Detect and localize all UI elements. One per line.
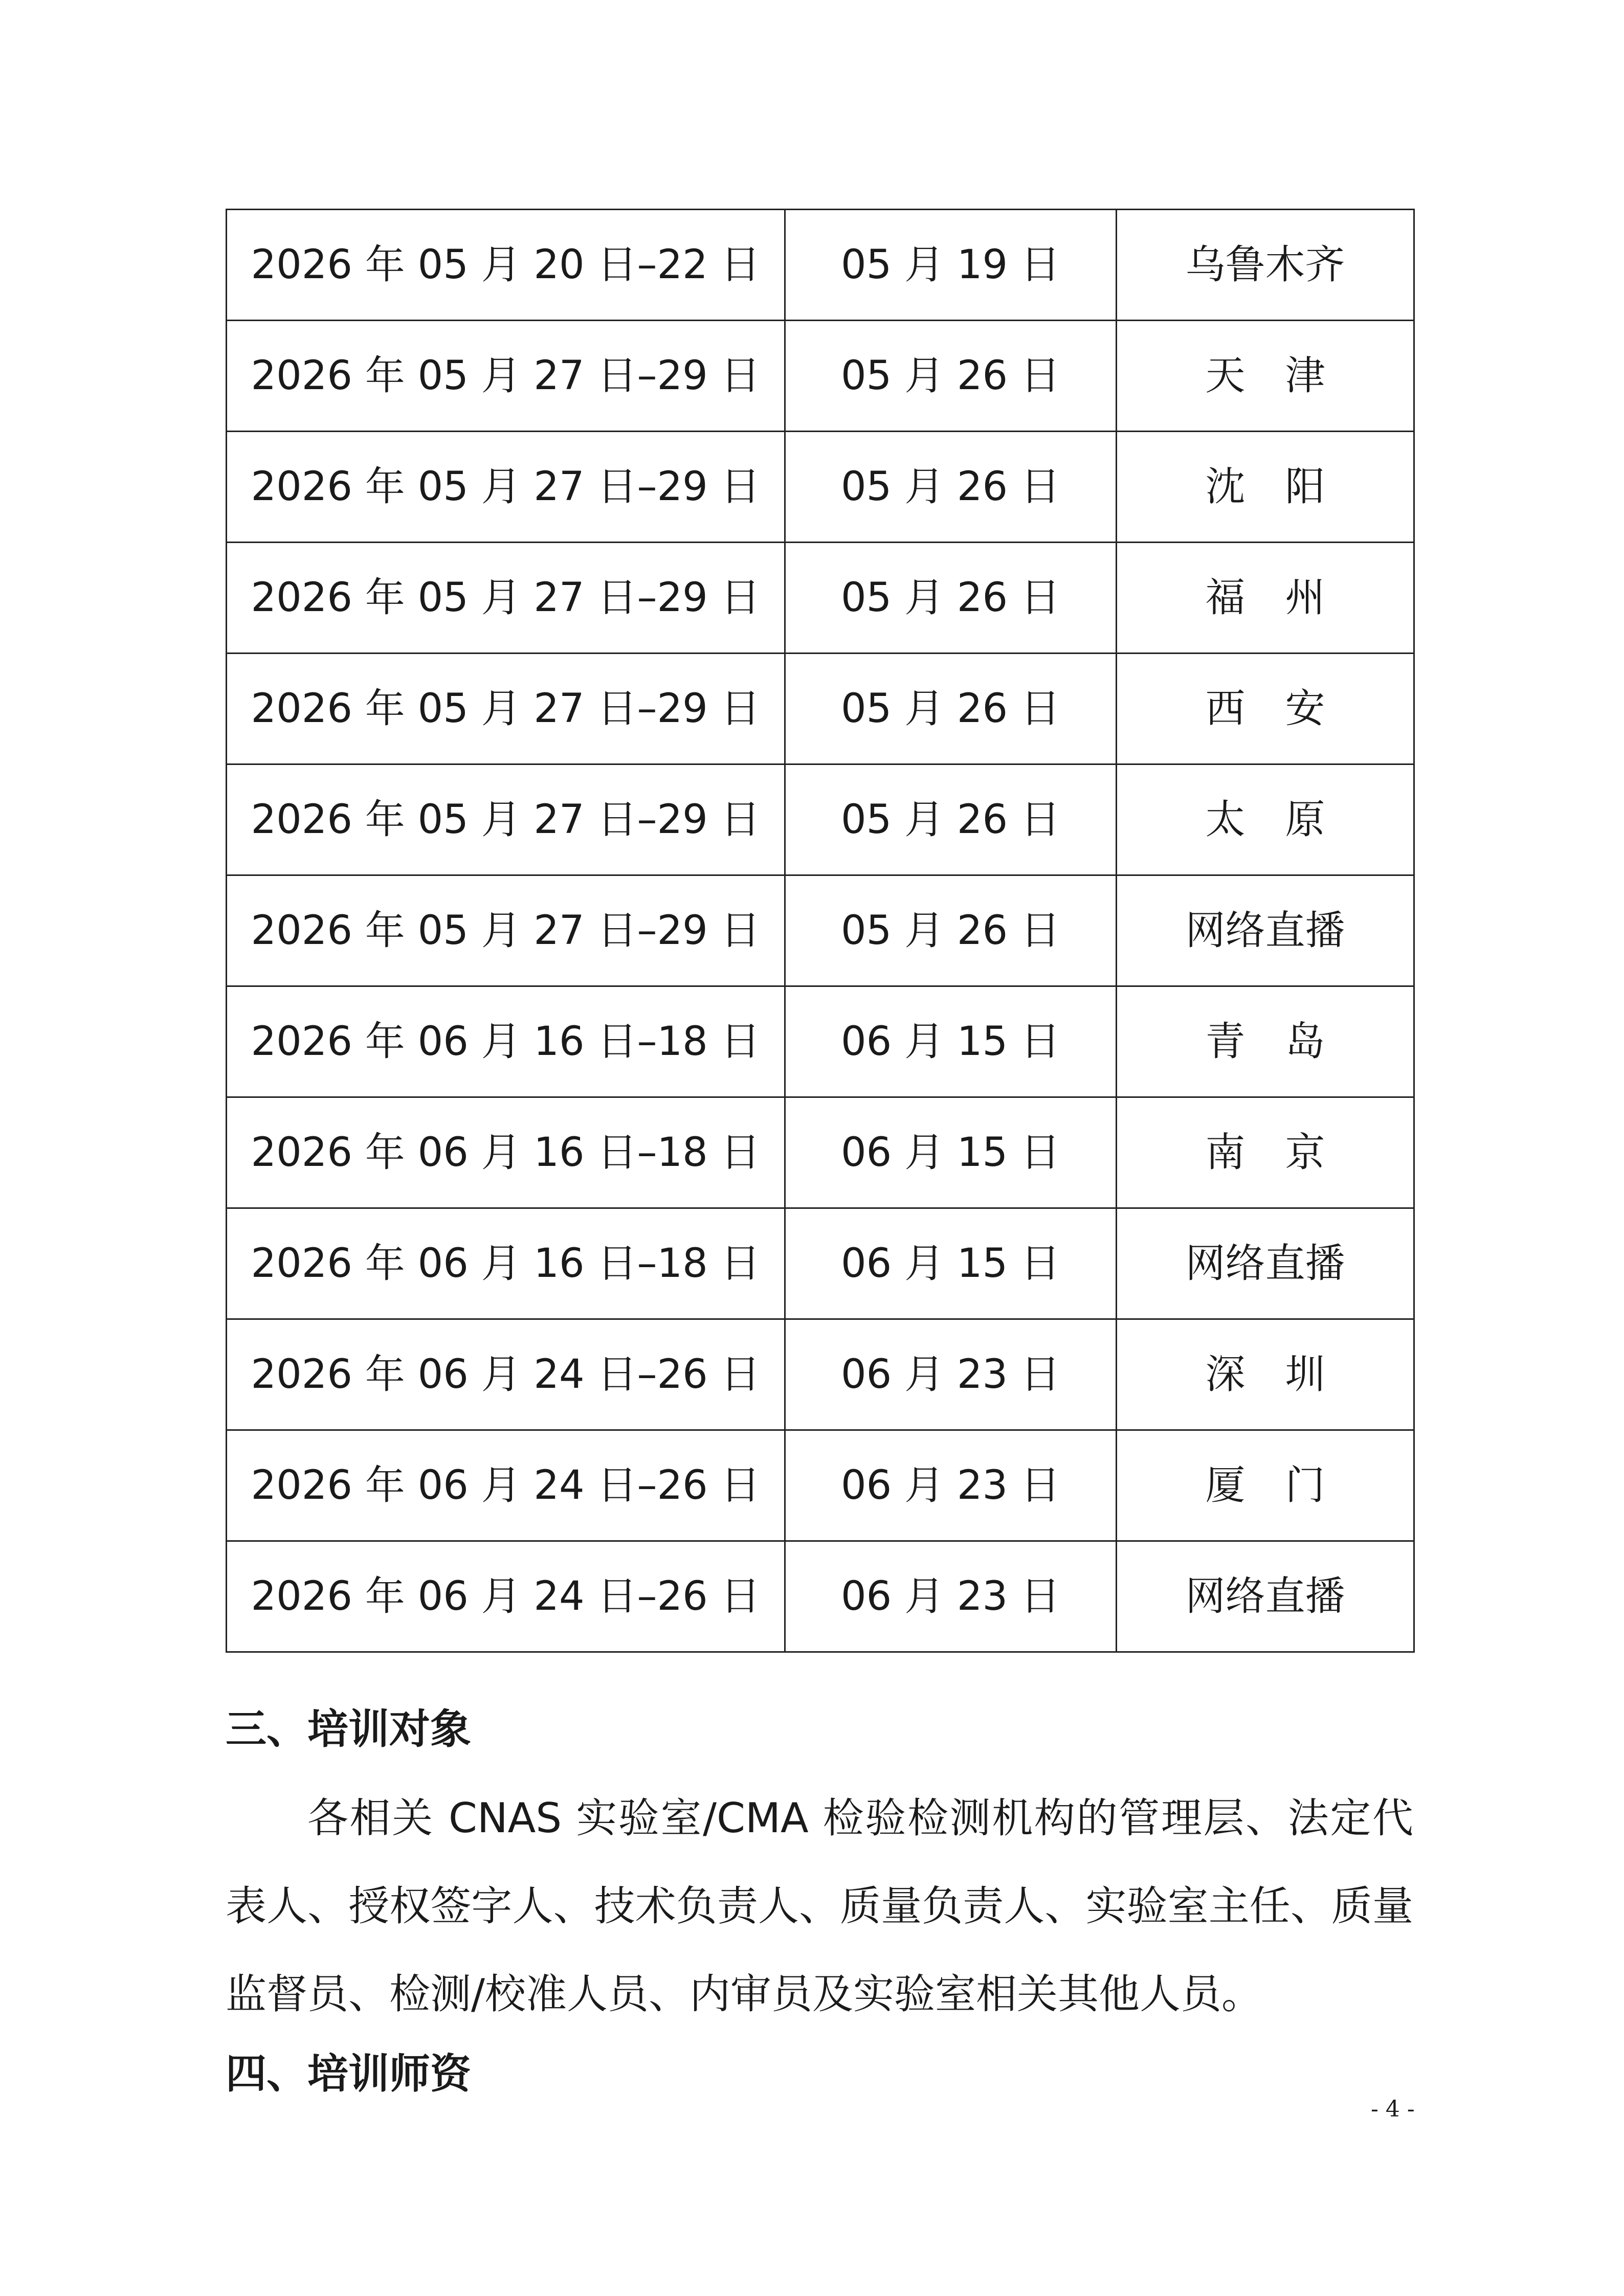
checkin-date-cell: 05 月 26 日 xyxy=(785,764,1117,875)
table-row xyxy=(227,1208,1414,1319)
date-range-cell: 2026 年 05 月 27 日–29 日 xyxy=(227,764,785,875)
location-cell: 厦 门 xyxy=(1117,1430,1414,1541)
table-row xyxy=(227,210,1414,321)
checkin-date-cell: 06 月 15 日 xyxy=(785,1208,1117,1319)
location-cell: 网络直播 xyxy=(1117,1541,1414,1652)
section-heading-instructors: 四、培训师资 xyxy=(226,2050,471,2098)
date-range-cell: 2026 年 05 月 27 日–29 日 xyxy=(227,875,785,986)
location-cell: 网络直播 xyxy=(1117,875,1414,986)
checkin-date-cell: 06 月 23 日 xyxy=(785,1541,1117,1652)
trainees-paragraph: 各相关 CNAS 实验室/CMA 检验检测机构的管理层、法定代表人、授权签字人、技术负责人、质量负责人、实验室主任、质量监督员、检测/校准人员、内审员及实验室相关其他人员。 xyxy=(226,1794,1413,2018)
table-row xyxy=(227,764,1414,875)
location-cell: 天 津 xyxy=(1117,321,1414,432)
checkin-date-cell: 05 月 26 日 xyxy=(785,432,1117,543)
checkin-date-cell: 05 月 26 日 xyxy=(785,321,1117,432)
table-row xyxy=(227,1541,1414,1652)
date-range-cell: 2026 年 06 月 16 日–18 日 xyxy=(227,1208,785,1319)
table-row xyxy=(227,1097,1414,1208)
date-range-cell: 2026 年 05 月 27 日–29 日 xyxy=(227,432,785,543)
location-cell: 太 原 xyxy=(1117,764,1414,875)
table-row xyxy=(227,432,1414,543)
date-range-cell: 2026 年 06 月 16 日–18 日 xyxy=(227,1097,785,1208)
date-range-cell: 2026 年 05 月 27 日–29 日 xyxy=(227,543,785,654)
location-cell: 福 州 xyxy=(1117,543,1414,654)
location-cell: 沈 阳 xyxy=(1117,432,1414,543)
date-range-cell: 2026 年 05 月 20 日–22 日 xyxy=(227,210,785,321)
table-row xyxy=(227,654,1414,764)
checkin-date-cell: 06 月 15 日 xyxy=(785,1097,1117,1208)
table-row xyxy=(227,986,1414,1097)
page-number: - 4 - xyxy=(1371,2096,1415,2122)
location-cell: 青 岛 xyxy=(1117,986,1414,1097)
date-range-cell: 2026 年 06 月 24 日–26 日 xyxy=(227,1430,785,1541)
location-cell: 乌鲁木齐 xyxy=(1117,210,1414,321)
date-range-cell: 2026 年 05 月 27 日–29 日 xyxy=(227,321,785,432)
schedule-table xyxy=(226,209,1415,1653)
schedule-table-body xyxy=(227,210,1414,1652)
location-cell: 南 京 xyxy=(1117,1097,1414,1208)
checkin-date-cell: 05 月 26 日 xyxy=(785,543,1117,654)
date-range-cell: 2026 年 06 月 16 日–18 日 xyxy=(227,986,785,1097)
checkin-date-cell: 05 月 26 日 xyxy=(785,875,1117,986)
location-cell: 西 安 xyxy=(1117,654,1414,764)
checkin-date-cell: 06 月 15 日 xyxy=(785,986,1117,1097)
checkin-date-cell: 06 月 23 日 xyxy=(785,1430,1117,1541)
location-cell: 深 圳 xyxy=(1117,1319,1414,1430)
table-row xyxy=(227,1319,1414,1430)
table-row xyxy=(227,875,1414,986)
date-range-cell: 2026 年 06 月 24 日–26 日 xyxy=(227,1319,785,1430)
section-heading-trainees: 三、培训对象 xyxy=(226,1705,471,1753)
date-range-cell: 2026 年 06 月 24 日–26 日 xyxy=(227,1541,785,1652)
checkin-date-cell: 05 月 26 日 xyxy=(785,654,1117,764)
checkin-date-cell: 06 月 23 日 xyxy=(785,1319,1117,1430)
checkin-date-cell: 05 月 19 日 xyxy=(785,210,1117,321)
date-range-cell: 2026 年 05 月 27 日–29 日 xyxy=(227,654,785,764)
table-row xyxy=(227,543,1414,654)
table-row xyxy=(227,321,1414,432)
table-row xyxy=(227,1430,1414,1541)
location-cell: 网络直播 xyxy=(1117,1208,1414,1319)
